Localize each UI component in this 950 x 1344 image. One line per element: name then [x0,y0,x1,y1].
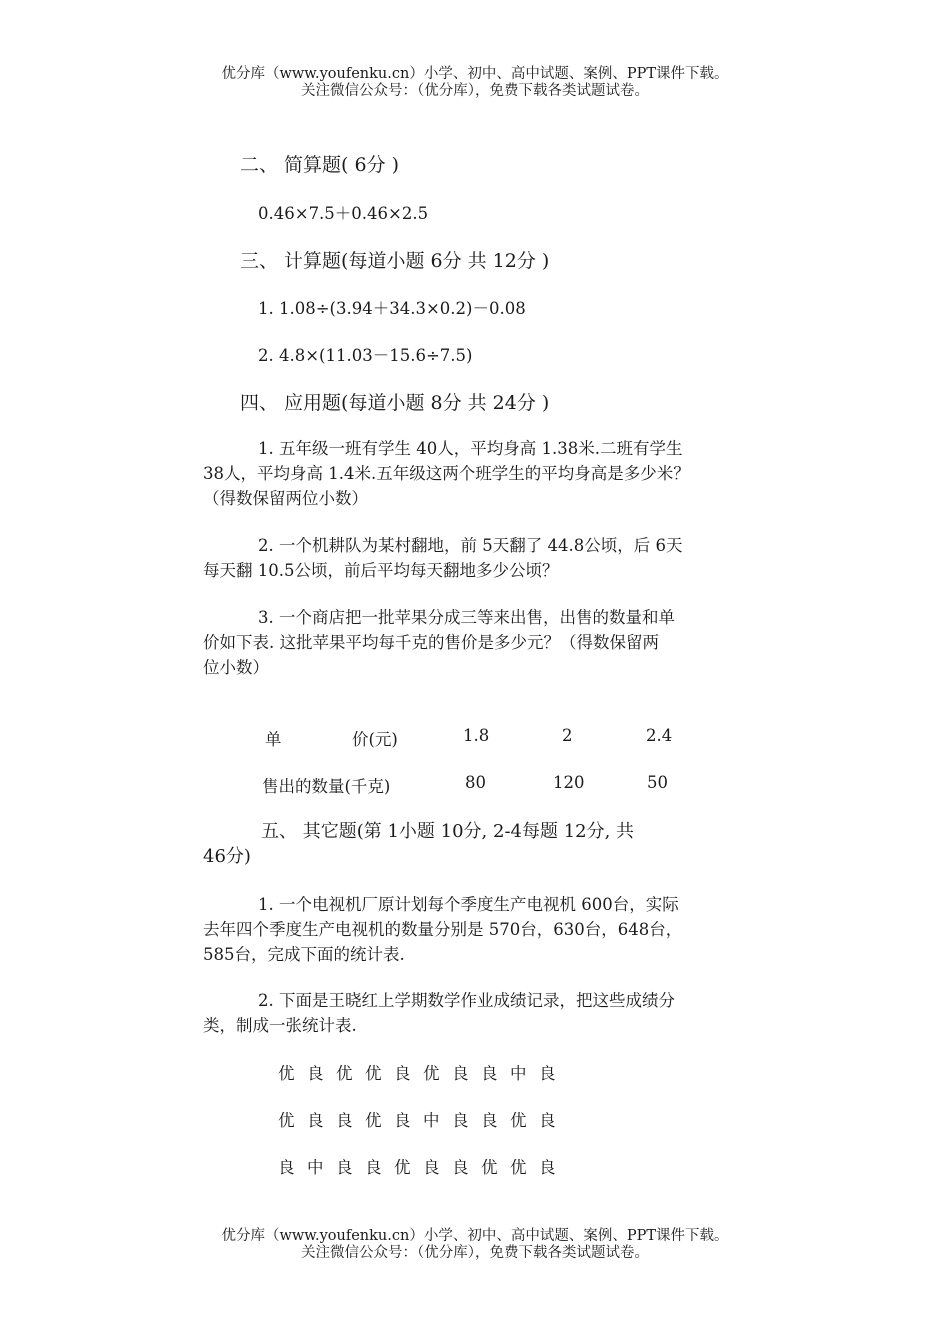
page-header [0,66,950,100]
section-2-expression: 0.46×7.5＋0.46×2.5 [258,204,429,223]
header-line-2: 关注微信公众号：（优分库），免费下载各类试题试卷。 [301,83,649,99]
table-cell: 1.8 [463,726,490,745]
table-cell: 50 [647,773,668,792]
grade: 优 [394,1158,411,1177]
question-line: 每天翻 10.5公顷，前后平均每天翻地多少公顷？ [203,561,559,580]
table-label-price-a: 单 [265,730,282,749]
grade: 优 [365,1064,382,1083]
section-5-title-line: 五、 其它题(第 1小题 10分, 2-4每题 12分, 共 [261,821,635,842]
grade-row [278,1154,568,1178]
grade: 良 [539,1064,556,1083]
grade: 中 [510,1064,527,1083]
grade: 良 [539,1111,556,1130]
question-line: 1. 一个电视机厂原计划每个季度生产电视机 600台，实际 [258,895,679,914]
grade: 良 [452,1111,469,1130]
table-label-price-b: 价(元) [352,730,398,749]
table-cell: 80 [465,773,486,792]
section-3-question-2: 2. 4.8×(11.03－15.6÷7.5) [258,346,473,365]
table-cell: 120 [553,773,585,792]
table-cell: 2 [562,726,573,745]
grade: 良 [481,1111,498,1130]
grade: 良 [278,1158,295,1177]
question-line: 类，制成一张统计表. [203,1016,357,1035]
question-line: 2. 一个机耕队为某村翻地，前 5天翻了 44.8公顷，后 6天 [258,536,683,555]
table-cell: 2.4 [646,726,673,745]
question-line: 2. 下面是王晓红上学期数学作业成绩记录，把这些成绩分 [258,991,675,1010]
section-2-title: 二、 简算题( 6分 ) [240,154,400,176]
grade: 良 [539,1158,556,1177]
section-5-title [203,819,763,869]
grade: 良 [394,1064,411,1083]
grade-row [278,1107,568,1131]
grade: 良 [365,1158,382,1177]
section-4-title: 四、 应用题(每道小题 8分 共 24分 ) [240,392,550,414]
grade: 良 [394,1111,411,1130]
grade: 良 [336,1158,353,1177]
grade: 优 [481,1158,498,1177]
question-line: 价如下表. 这批苹果平均每千克的售价是多少元？（得数保留两 [203,633,659,652]
grade: 良 [423,1158,440,1177]
section-4-question-3 [203,605,763,680]
page-footer [0,1228,950,1262]
grade: 优 [365,1111,382,1130]
grade: 优 [278,1111,295,1130]
grade: 中 [423,1111,440,1130]
grade: 良 [452,1158,469,1177]
question-line: 3. 一个商店把一批苹果分成三等来出售，出售的数量和单 [258,608,675,627]
section-5-title-line: 46分) [203,846,251,867]
grade: 良 [336,1111,353,1130]
header-line-1: 优分库（www.youfenku.cn）小学、初中、高中试题、案例、PPT课件下载。 [221,66,729,82]
question-line: 38人，平均身高 1.4米.五年级这两个班学生的平均身高是多少米？ [203,464,690,483]
footer-line-1: 优分库（www.youfenku.cn）小学、初中、高中试题、案例、PPT课件下载。 [221,1228,729,1244]
grade: 中 [307,1158,324,1177]
grade: 良 [307,1111,324,1130]
grade: 优 [336,1064,353,1083]
grade: 良 [452,1064,469,1083]
table-label-quantity: 售出的数量(千克) [262,777,391,796]
grade: 良 [307,1064,324,1083]
question-line: 位小数） [203,658,269,677]
question-line: 去年四个季度生产电视机的数量分别是 570台，630台，648台， [203,920,683,939]
question-line: 585台，完成下面的统计表. [203,945,405,964]
grade: 优 [423,1064,440,1083]
section-5-question-2 [203,988,763,1038]
question-line: 1. 五年级一班有学生 40人，平均身高 1.38米.二班有学生 [258,439,683,458]
grade: 优 [510,1111,527,1130]
grade: 优 [278,1064,295,1083]
section-3-title: 三、 计算题(每道小题 6分 共 12分 ) [240,250,550,272]
section-5-question-1 [203,892,763,967]
question-line: （得数保留两位小数） [203,489,368,508]
section-4-question-2 [203,533,763,583]
grade-row [278,1060,568,1084]
grade: 良 [481,1064,498,1083]
footer-line-2: 关注微信公众号：（优分库），免费下载各类试题试卷。 [301,1245,649,1261]
section-3-question-1: 1. 1.08÷(3.94＋34.3×0.2)－0.08 [258,299,526,318]
grade: 优 [510,1158,527,1177]
section-4-question-1 [203,436,763,511]
